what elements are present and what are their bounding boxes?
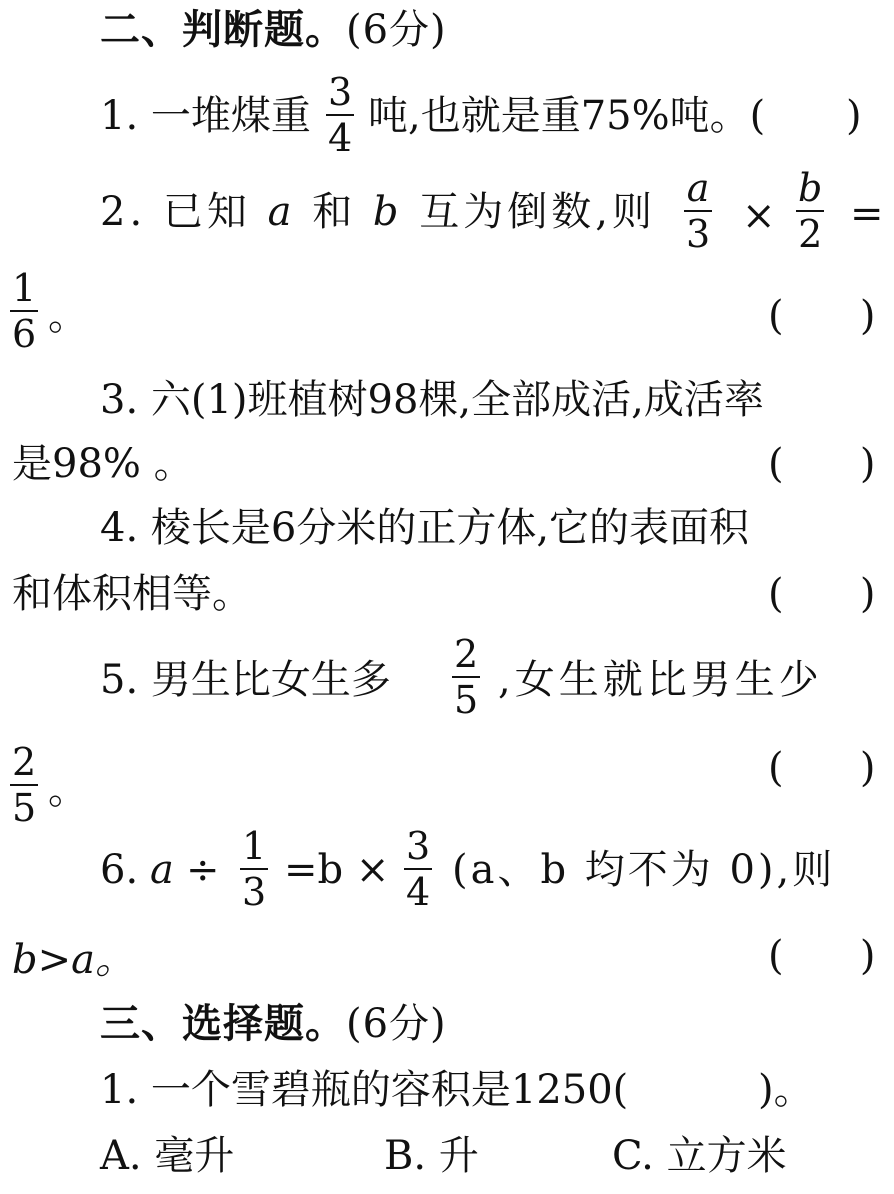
section-score: (6分): [346, 7, 447, 53]
q3-line1: 3. 六(1)班植树98棵,全部成活,成活率: [100, 377, 764, 423]
section-title: 二、判断题。: [100, 7, 346, 53]
var-a: a: [267, 189, 296, 235]
option-c[interactable]: C. 立方米: [612, 1133, 787, 1179]
q4-line2: 和体积相等。: [12, 571, 252, 617]
q1-paren-close: ): [846, 93, 862, 139]
section-score: (6分): [346, 1001, 447, 1047]
fraction-denominator: 5: [454, 678, 479, 722]
fraction-denominator: 4: [328, 116, 353, 160]
divide-sign: ÷: [186, 847, 220, 893]
fraction-numerator: 1: [242, 824, 267, 868]
var-b: b: [372, 189, 403, 235]
fraction-numerator: 3: [328, 70, 353, 114]
fraction-denominator: 5: [12, 786, 37, 830]
q2-fraction-1-over-6: [10, 268, 38, 354]
q6-fraction-3-over-4: [404, 826, 432, 912]
q5-text-before: 5. 男生比女生多: [100, 657, 391, 703]
q5-text-after: ,女生就比男生少: [498, 657, 823, 703]
fraction-denominator: 6: [12, 312, 37, 356]
q5-fraction-2: [10, 742, 38, 828]
fraction-denominator: 3: [242, 870, 267, 914]
s3-q1-text: 1. 一个雪碧瓶的容积是1250(: [100, 1067, 629, 1113]
q2-fraction-b-over-2: [796, 168, 824, 254]
answer-blank[interactable]: ( ): [768, 745, 876, 791]
fraction-denominator: 4: [406, 870, 431, 914]
section-title: 三、选择题。: [100, 1001, 346, 1047]
fraction-numerator: 1: [12, 266, 37, 310]
q2-text2: 和: [312, 189, 357, 235]
q2-text1: 2. 已知: [100, 189, 251, 235]
option-a[interactable]: A. 毫升: [100, 1133, 235, 1179]
fraction-numerator: 2: [454, 632, 479, 676]
q3-line2: 是98% 。: [12, 441, 194, 487]
answer-blank[interactable]: ( ): [768, 441, 876, 487]
answer-blank[interactable]: ( ): [768, 571, 876, 617]
fraction-denominator: 3: [686, 212, 711, 256]
fraction-numerator: a: [686, 166, 710, 210]
section-heading-choice: [100, 1000, 447, 1048]
q4-line1: 4. 棱长是6分米的正方体,它的表面积: [100, 505, 750, 551]
times-sign: ×: [742, 193, 776, 239]
q6-condition: (a、b 均不为 0),则: [452, 847, 836, 893]
fraction-numerator: b: [798, 166, 823, 210]
q1-text-before: 1. 一堆煤重: [100, 93, 311, 139]
q2-text3: 互为倒数,则: [419, 189, 656, 235]
fraction-numerator: 3: [406, 824, 431, 868]
q2-fraction-a-over-3: [684, 168, 712, 254]
var-a: a: [150, 847, 174, 893]
q5-end: 。: [48, 767, 88, 813]
q6-eq-b: =b ×: [284, 847, 390, 893]
q6-num: 6.: [100, 847, 139, 893]
q5-fraction-1: [452, 634, 480, 720]
q1-fraction: [326, 72, 354, 158]
answer-blank[interactable]: ( ): [768, 293, 876, 339]
s3-q1-close: )。: [758, 1067, 814, 1113]
answer-blank[interactable]: ( ): [768, 933, 876, 979]
q2-end: 。: [48, 293, 88, 339]
fraction-denominator: 2: [798, 212, 823, 256]
q1-text-after: 吨,也就是重75%吨。(: [368, 93, 766, 139]
q2-text: [100, 188, 656, 236]
fraction-numerator: 2: [12, 740, 37, 784]
q6-line2: b>a。: [12, 937, 135, 983]
equals-sign: =: [850, 191, 884, 237]
section-heading-judgment: [100, 6, 447, 54]
q6-fraction-1-over-3: [240, 826, 268, 912]
option-b[interactable]: B. 升: [384, 1133, 479, 1179]
